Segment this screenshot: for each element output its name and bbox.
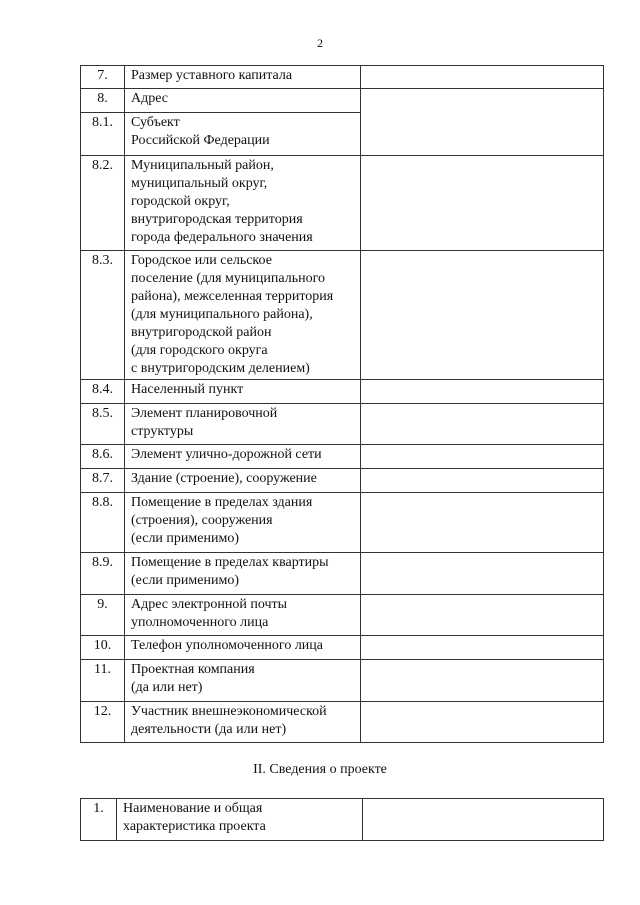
value-cell[interactable] <box>361 404 604 445</box>
value-cell[interactable] <box>361 445 604 469</box>
value-cell[interactable] <box>361 595 604 636</box>
table-row <box>81 469 604 493</box>
row-number: 8.1. <box>81 113 125 156</box>
row-label: Помещение в пределах квартиры (если применимо) <box>125 553 361 595</box>
row-label: Населенный пункт <box>125 380 361 404</box>
table-row <box>81 66 604 89</box>
value-cell[interactable] <box>363 799 604 841</box>
row-label: Телефон уполномоченного лица <box>125 636 361 660</box>
row-label: Здание (строение), сооружение <box>125 469 361 493</box>
row-label: Участник внешнеэкономической деятельности (да или нет) <box>125 702 361 743</box>
row-label: Элемент планировочной структуры <box>125 404 361 445</box>
row-number: 8.7. <box>81 469 125 493</box>
table-row <box>81 660 604 702</box>
table-row <box>81 493 604 553</box>
value-cell[interactable] <box>361 493 604 553</box>
table-row <box>81 404 604 445</box>
row-number: 8. <box>81 89 125 113</box>
table-row <box>81 636 604 660</box>
row-label: Адрес <box>125 89 361 113</box>
row-label: Элемент улично-дорожной сети <box>125 445 361 469</box>
row-number: 8.3. <box>81 251 125 380</box>
row-label: Субъект Российской Федерации <box>125 113 361 156</box>
project-info-table <box>80 798 604 841</box>
table-row <box>81 89 604 113</box>
row-label: Размер уставного капитала <box>125 66 361 89</box>
value-cell[interactable] <box>361 251 604 380</box>
value-cell[interactable] <box>361 553 604 595</box>
row-number: 9. <box>81 595 125 636</box>
table-row <box>81 251 604 380</box>
row-number: 8.6. <box>81 445 125 469</box>
row-number: 10. <box>81 636 125 660</box>
value-cell[interactable] <box>361 702 604 743</box>
value-cell[interactable] <box>361 469 604 493</box>
value-cell[interactable] <box>361 89 604 156</box>
company-info-table <box>80 65 604 743</box>
table-row <box>81 702 604 743</box>
row-number: 8.8. <box>81 493 125 553</box>
table-row <box>81 445 604 469</box>
section-title: II. Сведения о проекте <box>253 762 387 777</box>
row-label: Муниципальный район, муниципальный округ, городской округ, внутригородская территория города федерального значения <box>125 156 361 251</box>
row-number: 11. <box>81 660 125 702</box>
value-cell[interactable] <box>361 660 604 702</box>
row-number: 8.5. <box>81 404 125 445</box>
table-row <box>81 553 604 595</box>
table-row <box>81 799 604 841</box>
row-label: Проектная компания (да или нет) <box>125 660 361 702</box>
row-number: 8.9. <box>81 553 125 595</box>
value-cell[interactable] <box>361 66 604 89</box>
table-row <box>81 595 604 636</box>
row-label: Наименование и общая характеристика проекта <box>117 799 363 841</box>
value-cell[interactable] <box>361 156 604 251</box>
row-number: 7. <box>81 66 125 89</box>
page-number: 2 <box>317 36 323 50</box>
row-number: 8.4. <box>81 380 125 404</box>
table-row <box>81 380 604 404</box>
value-cell[interactable] <box>361 636 604 660</box>
row-label: Городское или сельское поселение (для муниципального района), межселенная территория (для муниципального района), внутригородской район (для городского округа с внутригородским делением) <box>125 251 361 380</box>
row-label: Помещение в пределах здания (строения), сооружения (если применимо) <box>125 493 361 553</box>
row-label: Адрес электронной почты уполномоченного лица <box>125 595 361 636</box>
table-row <box>81 156 604 251</box>
row-number: 1. <box>81 799 117 841</box>
value-cell[interactable] <box>361 380 604 404</box>
row-number: 12. <box>81 702 125 743</box>
row-number: 8.2. <box>81 156 125 251</box>
